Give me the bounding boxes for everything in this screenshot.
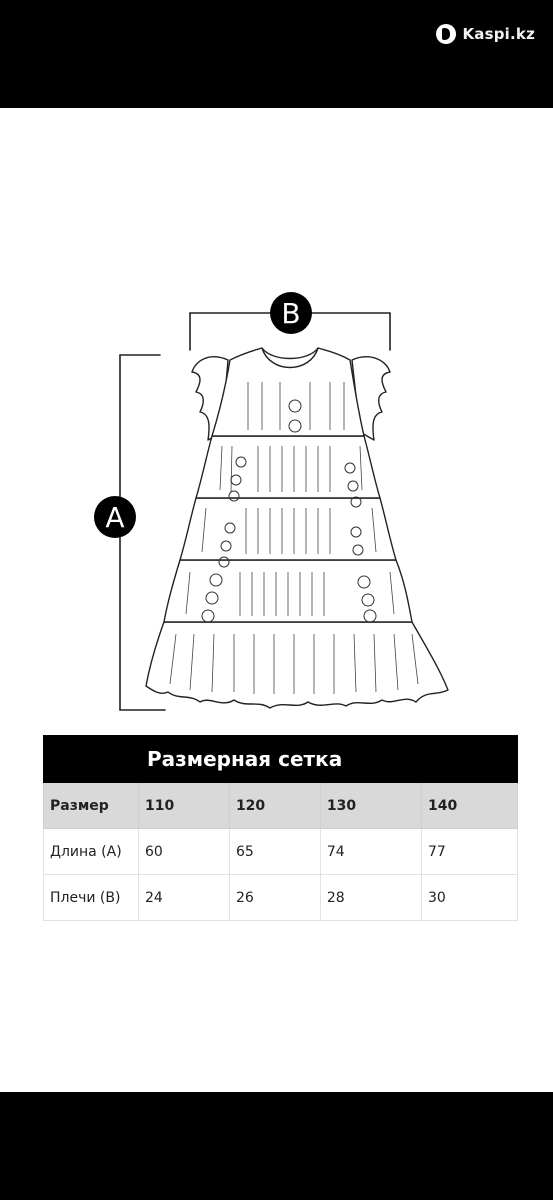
header-cell: 120 — [229, 783, 320, 829]
table-cell: 26 — [229, 875, 320, 921]
table-cell: 28 — [320, 875, 421, 921]
brand — [436, 24, 535, 44]
table-cell: 65 — [229, 829, 320, 875]
header-cell: Размер — [44, 783, 139, 829]
bottom-bar — [0, 1092, 553, 1200]
table-cell: 77 — [421, 829, 517, 875]
header-cell: 130 — [320, 783, 421, 829]
size-table-header-row — [44, 783, 518, 829]
top-bar — [0, 0, 553, 108]
table-cell: 60 — [138, 829, 229, 875]
kaspi-logo-icon — [436, 24, 456, 44]
header-cell: 110 — [138, 783, 229, 829]
dress-diagram — [0, 108, 553, 728]
row-label: Длина (А) — [44, 829, 139, 875]
dress-icon — [146, 348, 448, 708]
label-b: B — [281, 297, 301, 330]
size-table-title-row — [44, 736, 518, 783]
table-cell: 74 — [320, 829, 421, 875]
table-cell: 24 — [138, 875, 229, 921]
header-cell: 140 — [421, 783, 517, 829]
row-label: Плечи (В) — [44, 875, 139, 921]
size-table-title: Размерная сетка — [138, 736, 421, 783]
table-row — [44, 875, 518, 921]
table-row — [44, 829, 518, 875]
size-table — [43, 735, 518, 921]
title-empty-cell — [44, 736, 139, 783]
label-a: A — [105, 501, 125, 534]
table-cell: 30 — [421, 875, 517, 921]
brand-name: Kaspi.kz — [462, 25, 535, 43]
title-empty-cell — [421, 736, 517, 783]
